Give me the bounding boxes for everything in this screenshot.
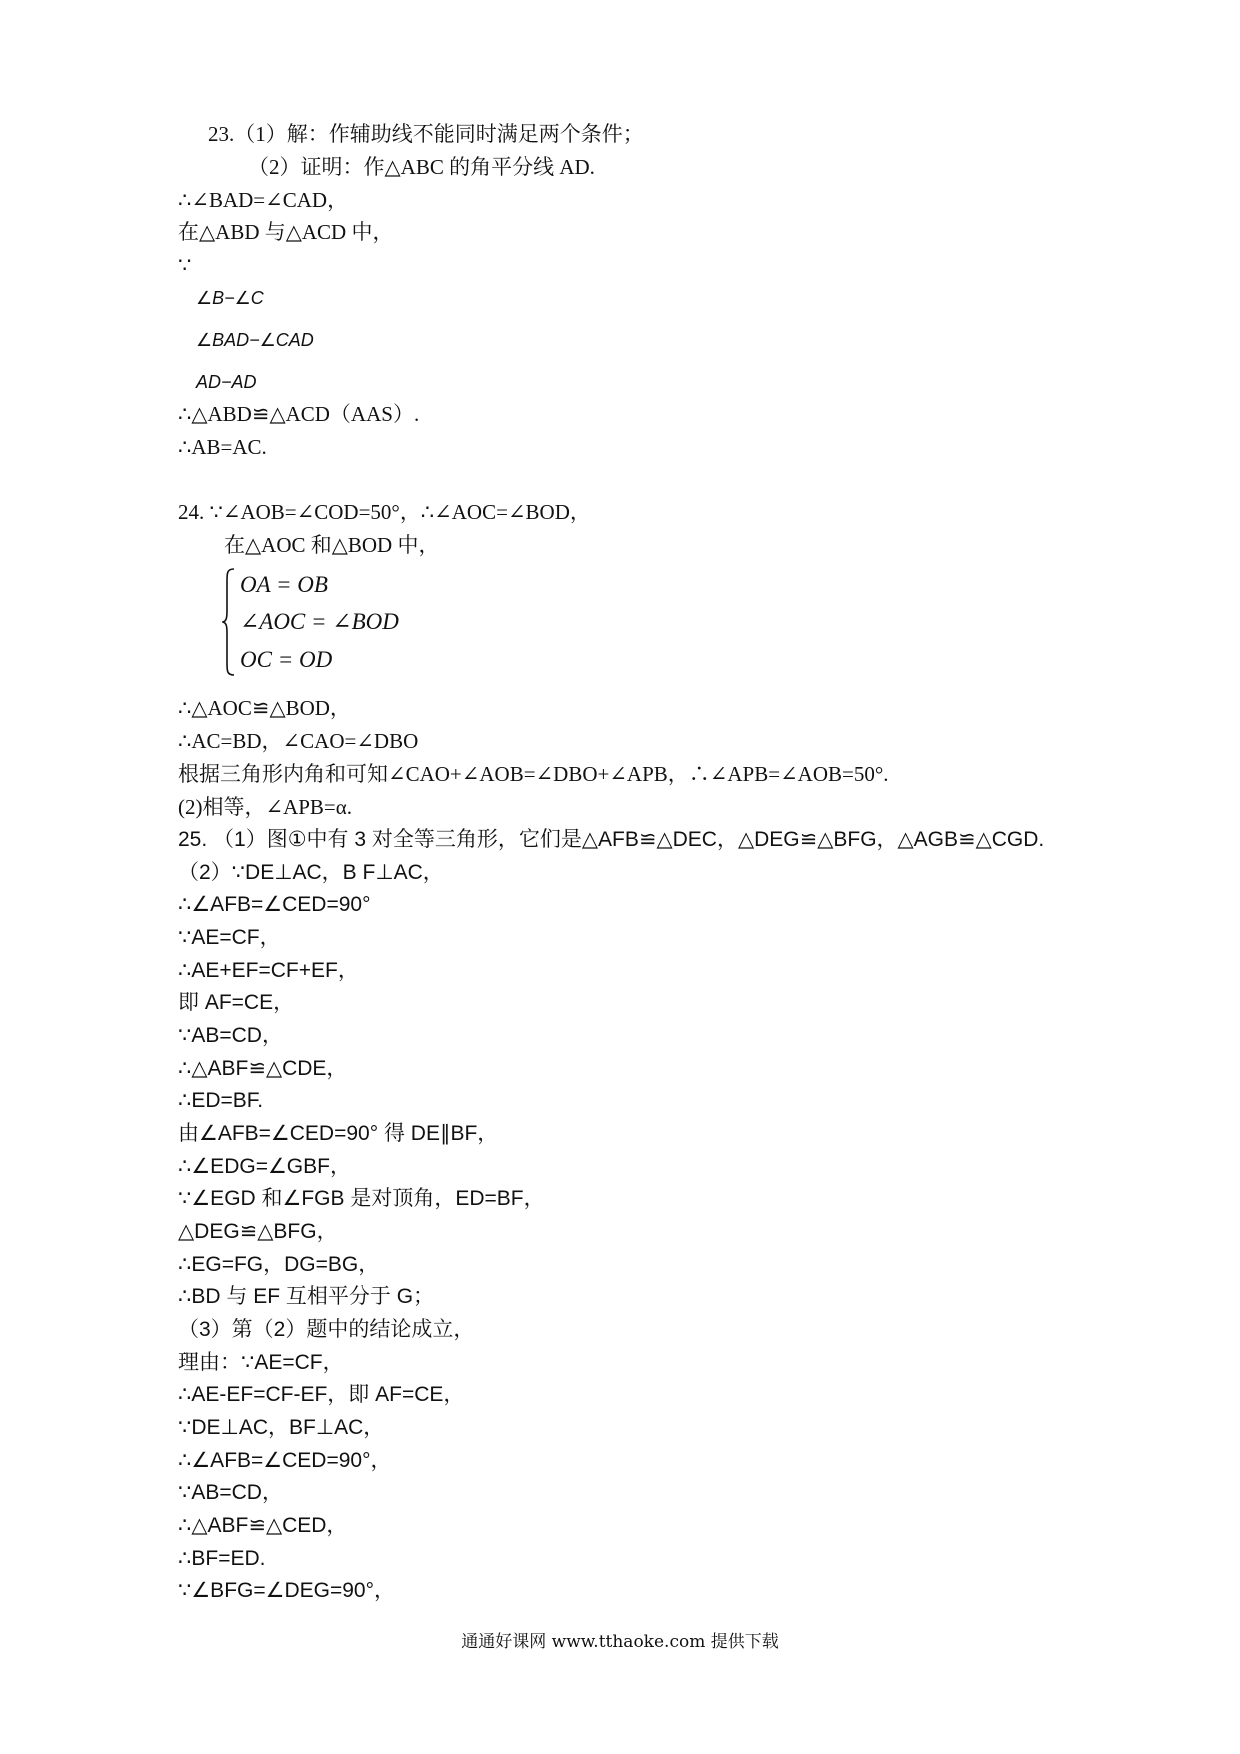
q25-line: ∴ED=BF. [178,1089,264,1112]
q25-line: ∴BD 与 EF 互相平分于 G； [178,1285,435,1308]
q25-line: ∴AE-EF=CF-EF，即 AF=CE， [178,1383,465,1406]
q24-line-5: 根据三角形内角和可知∠CAO+∠AOB=∠DBO+∠APB，∴∠APB=∠AOB=50°. [178,762,889,786]
q23-line-6: ∴△ABD≌△ACD（AAS）. [178,402,420,426]
q25-line: 由∠AFB=∠CED=90° 得 DE∥BF， [178,1122,499,1145]
q25-line: （2）∵DE⊥AC，B F⊥AC， [178,861,444,884]
q24-line-3: ∴△AOC≌△BOD， [178,696,351,720]
q25-line: ∵AB=CD， [178,1481,283,1504]
q24-equation-2: ∠AOC = ∠BOD [240,609,399,634]
q23-condition-3: AD−AD [196,372,257,392]
q25-line: ∴∠EDG=∠GBF， [178,1155,351,1178]
left-brace-icon [222,567,236,677]
q25-line: ∵DE⊥AC，BF⊥AC， [178,1416,385,1439]
q24-line-6: (2)相等，∠APB=α. [178,795,353,819]
q25-line: ∵AE=CF， [178,926,281,949]
q25-line: ∴EG=FG，DG=BG， [178,1253,380,1276]
q23-line-4: 在△ABD 与△ACD 中， [178,220,394,244]
q23-line-1: 23.（1）解：作辅助线不能同时满足两个条件； [208,122,644,146]
q24-equation-3: OC = OD [240,647,333,672]
q23-condition-1: ∠B−∠C [196,288,264,308]
q25-line: 理由：∵AE=CF， [178,1351,344,1374]
q25-line: ∴△ABF≌△CED， [178,1514,348,1537]
q24-line-1: 24. ∵∠AOB=∠COD=50°，∴∠AOC=∠BOD， [178,500,591,524]
q25-line: 即 AF=CE， [178,991,295,1014]
q25-line: 25. （1）图①中有 3 对全等三角形，它们是△AFB≌△DEC，△DEG≌△BFG，△AGB≌△CGD. [178,828,1045,851]
q24-line-4: ∴AC=BD，∠CAO=∠DBO [178,729,419,753]
q25-line: △DEG≌△BFG， [178,1220,338,1243]
q23-line-3: ∴∠BAD=∠CAD， [178,188,349,212]
q23-condition-2: ∠BAD−∠CAD [196,330,314,350]
q25-line: ∵AB=CD， [178,1024,283,1047]
page-footer: 通通好课网 www.tthaoke.com 提供下载 [461,1632,779,1652]
q23-line-2: （2）证明：作△ABC 的角平分线 AD. [248,155,595,179]
q25-line: ∵∠BFG=∠DEG=90°， [178,1579,395,1602]
q25-line: ∴∠AFB=∠CED=90°， [178,1449,392,1472]
q24-equation-1: OA = OB [240,572,328,597]
q25-line: ∴△ABF≌△CDE， [178,1057,348,1080]
q25-line: （3）第（2）题中的结论成立， [178,1318,475,1341]
q23-line-7: ∴AB=AC. [178,435,267,459]
q25-line: ∴BF=ED. [178,1547,266,1570]
q25-line: ∵∠EGD 和∠FGB 是对顶角，ED=BF， [178,1187,545,1210]
q23-line-5: ∵ [178,253,192,277]
q24-line-2: 在△AOC 和△BOD 中， [224,533,440,557]
q25-line: ∴∠AFB=∠CED=90° [178,893,371,916]
q25-line: ∴AE+EF=CF+EF， [178,959,359,982]
